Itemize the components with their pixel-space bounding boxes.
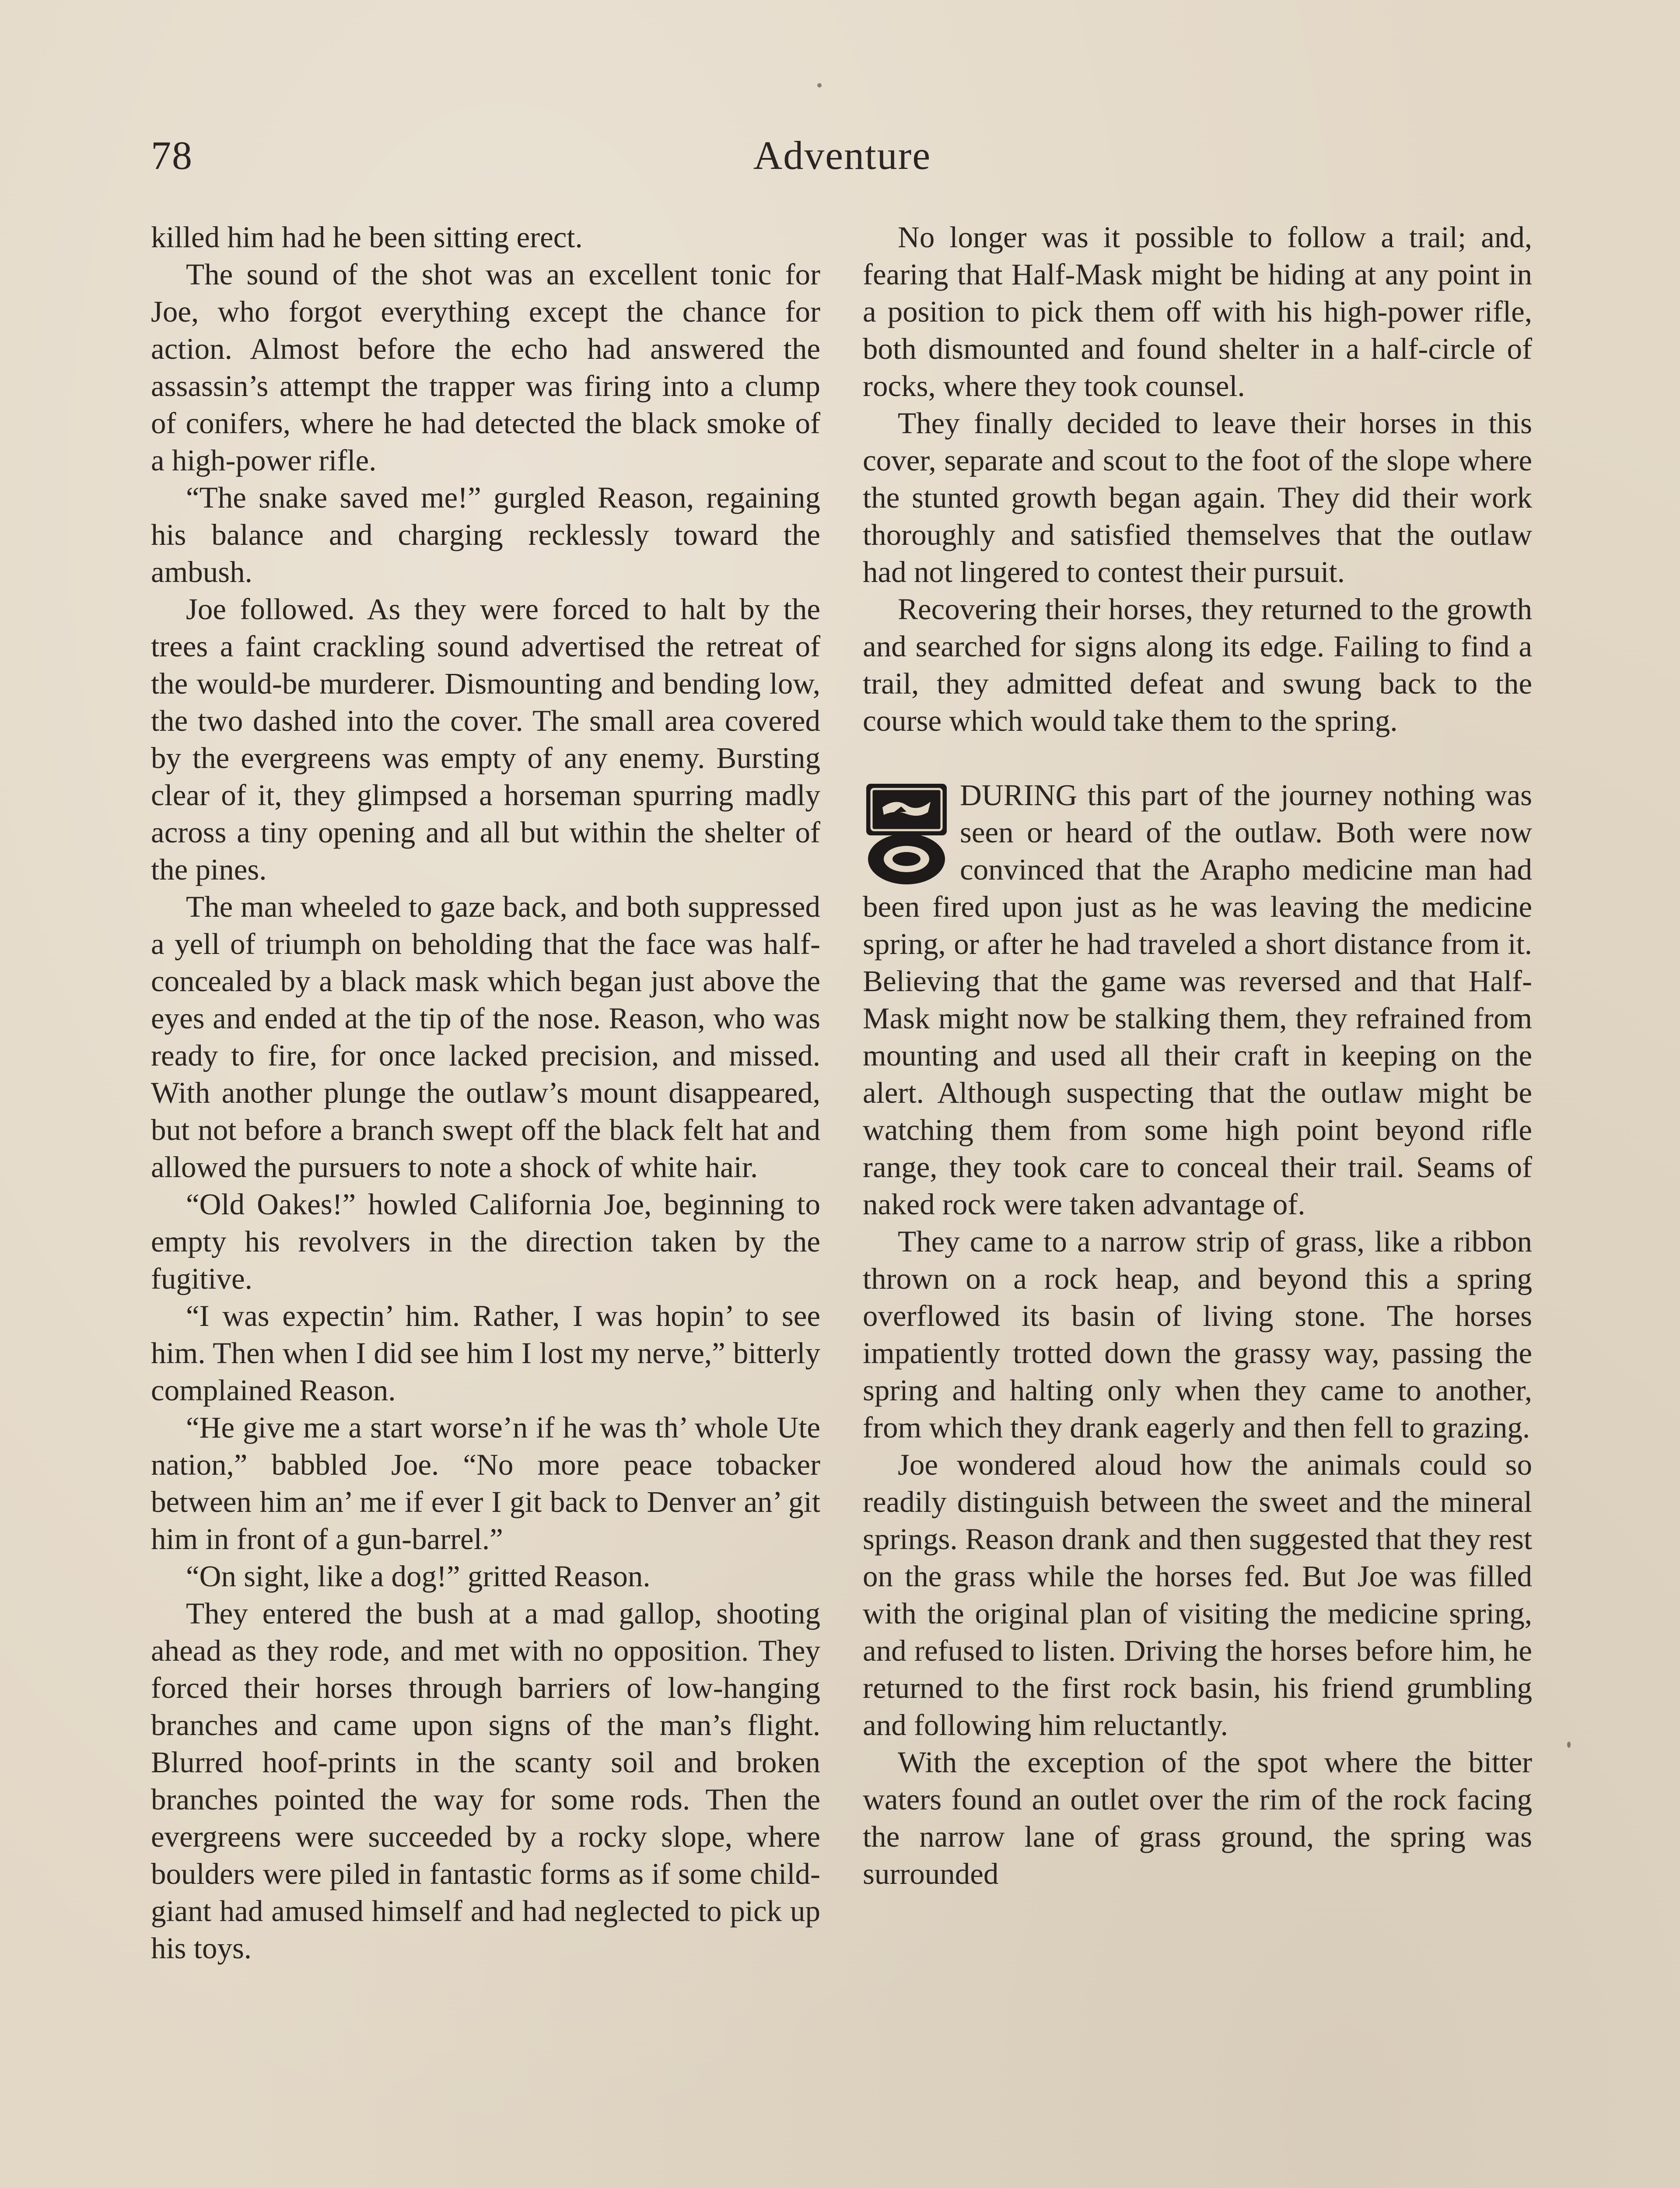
paragraph: The sound of the shot was an excellent tonic for Joe, who forgot everything except the chance for action. Almost before the echo had answered the assassin’s attempt the trapper was firing into a clump of conifers, where he had detected the black smoke of a high-power rifle. [151, 258, 820, 477]
paragraph: Recovering their horses, they returned to the growth and searched for signs along its edge. Failing to find a trail, they admitted defeat and swung back to the course which would take them to the spring. [863, 593, 1532, 737]
left-column [151, 219, 820, 1967]
paper-speck [817, 83, 822, 88]
right-column-bottom-text [863, 1223, 1532, 1893]
dropcap-ornament-icon [863, 781, 950, 886]
paragraph: They came to a narrow strip of grass, like a ribbon thrown on a rock heap, and beyond this a spring overflowed its basin of living stone. The horses impatiently trotted down the grassy way, passing the spring and halting only when they came to another, from which they drank eagerly and then fell to grazing. [863, 1225, 1532, 1444]
paragraph: They entered the bush at a mad gallop, shooting ahead as they rode, and met with no opposition. They forced their horses through barriers of low-hanging branches and came upon signs of the man’s flight. Blurred hoof-prints in the scanty soil and broken branches pointed the way for some rods. Then the evergreens were succeeded by a rocky slope, where boulders were piled in fantastic forms as if some child-giant had amused himself and had neglected to pick up his toys. [151, 1597, 820, 1965]
dropcap-paragraph: DURING this part of the journey nothing was seen or heard of the outlaw. Both were now convinced that the Arapho medicine man had been fired upon just as he was leaving the medicine spring, or after he had traveled a short distance from it. Believing that the game was reversed and that Half-Mask might now be stalking them, they refrained from mounting and used all their craft in keeping on the alert. Although suspecting that the outlaw might be watching them from some high point beyond rifle range, they took care to conceal their trail. Seams of naked rock were taken advantage of. [863, 778, 1532, 1221]
running-head: Adventure [753, 133, 931, 178]
paragraph: Joe followed. As they were forced to halt by the trees a faint crackling sound advertised the retreat of the would-be murderer. Dismounting and bending low, the two dashed into the cover. The small area covered by the evergreens was empty of any enemy. Bursting clear of it, they glimpsed a horseman spurring madly across a tiny opening and all but within the shelter of the pines. [151, 593, 820, 886]
section-break [863, 740, 1532, 777]
paragraph: With the exception of the spot where the bitter waters found an outlet over the rim of the rock facing the narrow lane of grass ground, the spring was surrounded [863, 1746, 1532, 1890]
paragraph: killed him had he been sitting erect. [151, 221, 583, 254]
right-column-top-text [863, 219, 1532, 740]
page-header [151, 131, 1533, 184]
paragraph: “The snake saved me!” gurgled Reason, regaining his balance and charging recklessly toward the ambush. [151, 481, 820, 589]
paragraph: They finally decided to leave their horses in this cover, separate and scout to the foot of the slope where the stunted growth began again. They did their work thoroughly and satisfied themselves that the outlaw had not lingered to contest their pursuit. [863, 407, 1532, 589]
paragraph: The man wheeled to gaze back, and both suppressed a yell of triumph on beholding that the face was half-concealed by a black mask which began just above the eyes and ended at the tip of the nose. Reason, who was ready to fire, for once lacked precision, and missed. With another plunge the outlaw’s mount disappeared, but not before a branch swept off the black felt hat and allowed the pursuers to note a shock of white hair. [151, 890, 820, 1184]
paragraph: “On sight, like a dog!” gritted Reason. [186, 1560, 651, 1593]
page-number: 78 [151, 133, 193, 178]
paragraph: No longer was it possible to follow a trail; and, fearing that Half-Mask might be hiding at any point in a position to pick them off with his high-power rifle, both dismounted and found shelter in a half-circle of rocks, where they took counsel. [863, 221, 1532, 403]
paragraph: Joe wondered aloud how the animals could so readily distinguish between the sweet and the mineral springs. Reason drank and then suggested that they rest on the grass while the horses fed. But Joe was filled with the original plan of visiting the medicine spring, and refused to listen. Driving the horses before him, he returned to the first rock basin, his friend grumbling and following him reluctantly. [863, 1448, 1532, 1742]
right-column [863, 219, 1532, 1893]
paragraph: “I was expectin’ him. Rather, I was hopin’ to see him. Then when I did see him I lost my nerve,” bitterly complained Reason. [151, 1299, 820, 1407]
section-opening [863, 777, 1532, 1223]
paper-speck [1567, 1742, 1571, 1748]
paragraph: “He give me a start worse’n if he was th’ whole Ute nation,” babbled Joe. “No more peace tobacker between him an’ me if ever I git back to Denver an’ git him in front of a gun-barrel.” [151, 1411, 820, 1556]
paragraph: “Old Oakes!” howled California Joe, beginning to empty his revolvers in the direction taken by the fugitive. [151, 1188, 820, 1295]
